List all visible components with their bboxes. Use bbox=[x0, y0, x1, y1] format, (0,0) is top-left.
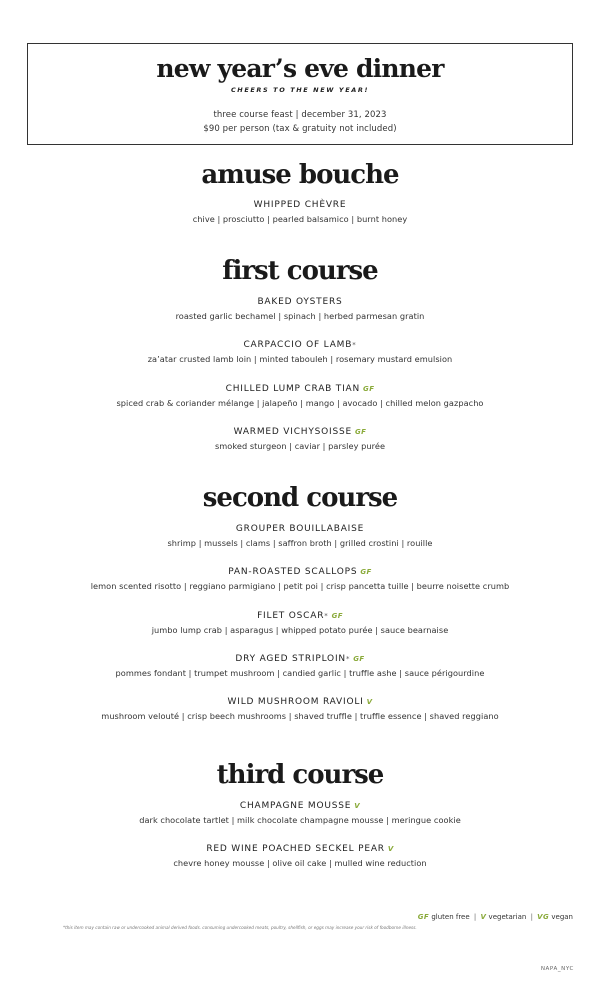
raw-item-marker: * bbox=[352, 341, 357, 349]
menu-item bbox=[0, 200, 600, 224]
menu-item bbox=[0, 340, 600, 364]
section-title: amuse bouche bbox=[201, 160, 399, 190]
menu-item-name: FILET OSCAR bbox=[257, 611, 325, 621]
menu-item-description: jumbo lump crab | asparagus | whipped potato purée | sauce bearnaise bbox=[151, 625, 449, 635]
menu-item bbox=[0, 844, 600, 868]
menu-item-name: CARPACCIO OF LAMB bbox=[243, 340, 353, 350]
brand-mark: NAPA_NYC bbox=[540, 966, 574, 972]
menu-item-description: mushroom velouté | crisp beech mushrooms | shaved truffle | truffle essence | shaved reggiano bbox=[101, 711, 499, 721]
menu-item-description: pommes fondant | trumpet mushroom | candied garlic | truffle ashe | sauce périgourdine bbox=[115, 668, 485, 678]
legend-separator: | bbox=[473, 913, 477, 921]
menu-item-description: za’atar crusted lamb loin | minted tabouleh | rosemary mustard emulsion bbox=[147, 354, 453, 364]
menu-item-name-line bbox=[0, 200, 600, 214]
dietary-tag: GF bbox=[355, 428, 367, 436]
menu-item bbox=[0, 524, 600, 548]
dietary-tag: V bbox=[354, 802, 361, 810]
section-title: second course bbox=[202, 483, 398, 513]
menu-item-name-line bbox=[0, 697, 600, 711]
menu-header bbox=[27, 43, 573, 145]
menu-item-name-line bbox=[0, 611, 600, 625]
menu-item-name: RED WINE POACHED SECKEL PEAR bbox=[206, 844, 385, 854]
dietary-tag: GF bbox=[363, 385, 375, 393]
menu-item bbox=[0, 801, 600, 825]
menu-item-name: BAKED OYSTERS bbox=[257, 297, 343, 307]
menu-item-name: WHIPPED CHÈVRE bbox=[253, 200, 347, 210]
menu-tagline: CHEERS TO THE NEW YEAR! bbox=[230, 86, 370, 94]
raw-item-marker: * bbox=[345, 655, 351, 663]
legend-gf-label: gluten free bbox=[431, 913, 470, 921]
menu-item-description: dark chocolate tartlet | milk chocolate champagne mousse | meringue cookie bbox=[139, 815, 461, 825]
menu-item-name-line bbox=[0, 567, 600, 581]
menu-item bbox=[0, 697, 600, 721]
menu-item-description: chevre honey mousse | olive oil cake | mulled wine reduction bbox=[173, 858, 427, 868]
dietary-tag: GF bbox=[353, 655, 365, 663]
menu-item-name-line bbox=[0, 654, 600, 668]
menu-item bbox=[0, 611, 600, 635]
section-title: third course bbox=[216, 760, 384, 790]
legend-vg-label: vegan bbox=[551, 913, 573, 921]
menu-item-description: roasted garlic bechamel | spinach | herbed parmesan gratin bbox=[175, 311, 425, 321]
menu-info-price: $90 per person (tax & gratuity not included) bbox=[203, 124, 397, 134]
dietary-tag: V bbox=[366, 698, 373, 706]
menu-item bbox=[0, 427, 600, 451]
menu-item-name: WARMED VICHYSOISSE bbox=[233, 427, 353, 437]
legend-v-label: vegetarian bbox=[488, 913, 527, 921]
menu-item-name-line bbox=[0, 340, 600, 354]
menu-item bbox=[0, 297, 600, 321]
menu-item bbox=[0, 384, 600, 408]
dietary-tag: GF bbox=[360, 568, 372, 576]
menu-item-description: chive | prosciutto | pearled balsamico | burnt honey bbox=[192, 214, 408, 224]
menu-item-name: GROUPER BOUILLABAISE bbox=[235, 524, 365, 534]
menu-item-name-line bbox=[0, 427, 600, 441]
menu-item-description: lemon scented risotto | reggiano parmigiano | petit poi | crisp pancetta tuille | beurre noisette crumb bbox=[90, 581, 510, 591]
raw-food-disclaimer: *this item may contain raw or undercooked animal derived foods. consuming undercooked meats, poultry, shellfish, or eggs may increase your risk of foodborne illness. bbox=[63, 925, 417, 930]
menu-item-description: shrimp | mussels | clams | saffron broth | grilled crostini | rouille bbox=[167, 538, 433, 548]
dietary-tag: GF bbox=[331, 612, 343, 620]
menu-item-name: WILD MUSHROOM RAVIOLI bbox=[227, 697, 364, 707]
dietary-tag: V bbox=[387, 845, 394, 853]
dietary-legend bbox=[418, 913, 573, 921]
menu-item-description: smoked sturgeon | caviar | parsley purée bbox=[214, 441, 386, 451]
menu-item-description: spiced crab & coriander mélange | jalapeño | mango | avocado | chilled melon gazpacho bbox=[116, 398, 484, 408]
menu-item-name: PAN-ROASTED SCALLOPS bbox=[228, 567, 358, 577]
legend-v-tag: V bbox=[480, 913, 487, 921]
menu-info-date: three course feast | december 31, 2023 bbox=[213, 110, 387, 120]
menu-item bbox=[0, 567, 600, 591]
legend-gf-tag: GF bbox=[417, 913, 430, 921]
menu-title: new year’s eve dinner bbox=[156, 54, 444, 83]
menu-item-name-line bbox=[0, 297, 600, 311]
legend-vg-tag: VG bbox=[537, 913, 550, 921]
menu-item-name: CHAMPAGNE MOUSSE bbox=[239, 801, 352, 811]
menu-item-name-line bbox=[0, 384, 600, 398]
menu-item bbox=[0, 654, 600, 678]
menu-item-name: DRY AGED STRIPLOIN bbox=[235, 654, 346, 664]
legend-separator: | bbox=[530, 913, 533, 921]
menu-item-name-line bbox=[0, 801, 600, 815]
menu-item-name-line bbox=[0, 844, 600, 858]
menu-item-name: CHILLED LUMP CRAB TIAN bbox=[225, 384, 361, 394]
menu-item-name-line bbox=[0, 524, 600, 538]
raw-item-marker: * bbox=[324, 612, 329, 620]
section-title: first course bbox=[222, 256, 378, 286]
